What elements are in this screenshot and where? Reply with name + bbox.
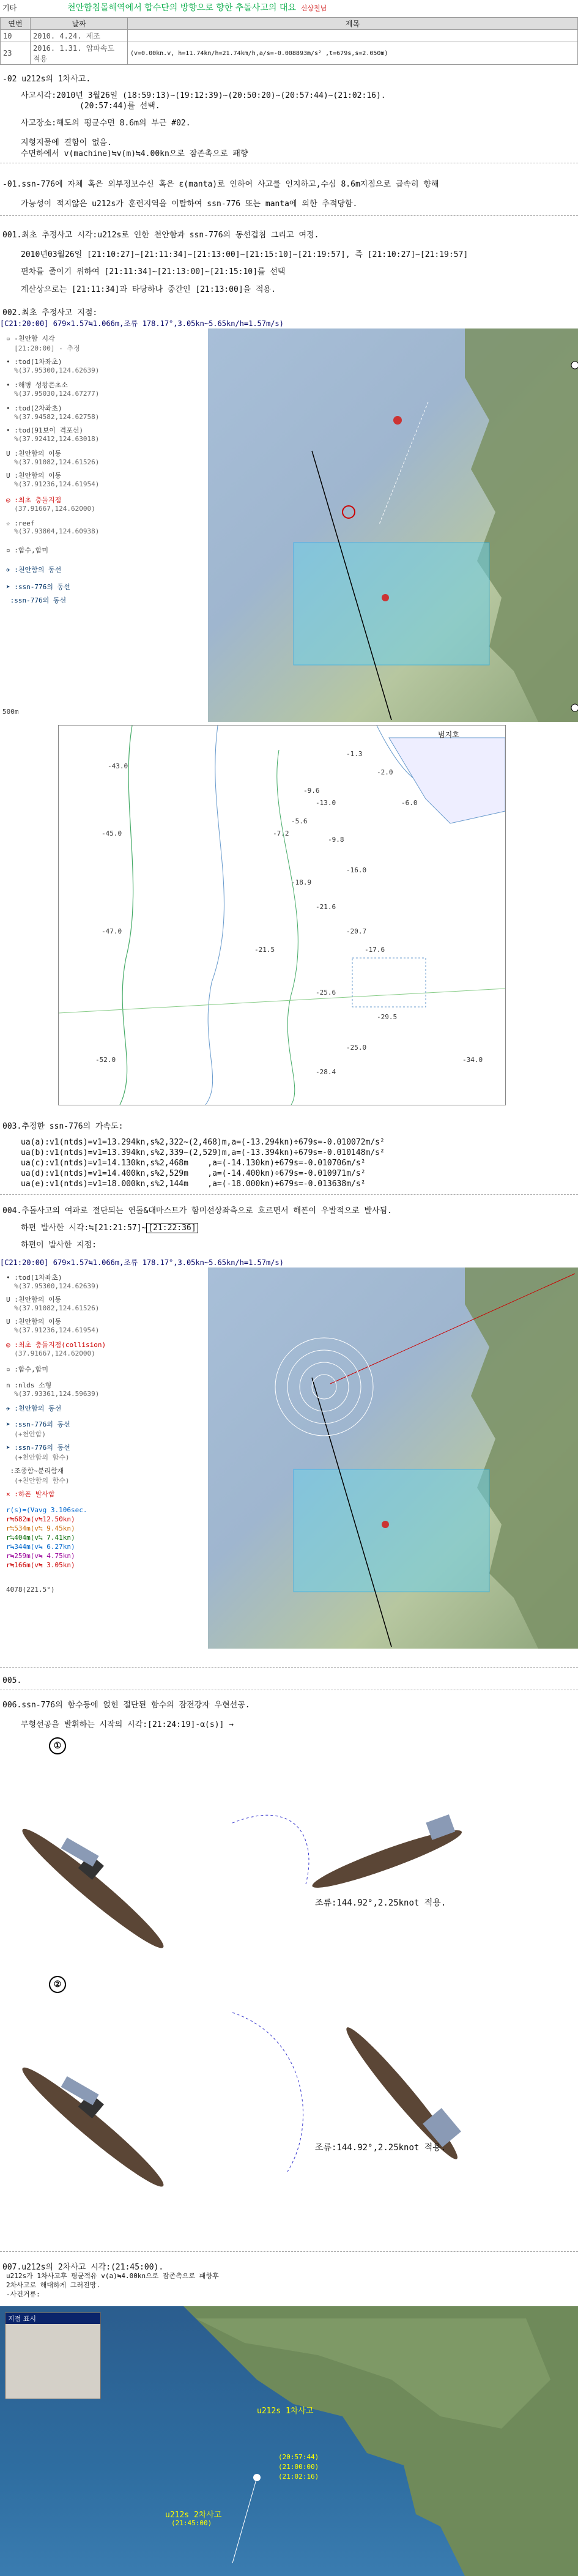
panel-title: 지점 표시 — [6, 2313, 100, 2324]
legend-item: :ssn-776의 동선 — [10, 596, 67, 604]
depth-sounding: -21.6 — [316, 903, 336, 911]
satellite-map — [208, 328, 578, 722]
legend-item: :조종함~분리함재 (+천안함의 함수) — [10, 1467, 70, 1485]
accel-row: ua(d):v1(ntds)=v1=14.400kn,s%2,529m ,a=(-14.400kn)÷679s=-0.010971m/s² — [21, 1169, 366, 1178]
scene-1-submarines — [0, 1750, 578, 2006]
s004-line: 하편 발사한 시각:≒[21:21:57]~ [21:22:36] — [21, 1221, 198, 1233]
map-label: u212s 1차사고 — [257, 2407, 314, 2416]
s001-heading: 001.최초 추정사고 시각:u212s로 인한 천안함과 ssn-776의 동선겹침 그리고 여정. — [2, 231, 319, 240]
s02-line: (20:57:44)를 선택. — [80, 102, 160, 111]
legend-item: ➤ :ssn-776의 동선 (+천안함의 함수) — [6, 1444, 70, 1461]
depth-sounding: -20.7 — [346, 927, 367, 935]
speed-item: r≒344m(v≒ 6.27kn) — [6, 1543, 75, 1551]
legend-item: × :하폰 발사함 — [6, 1490, 55, 1498]
s01-line: 가능성이 적지않은 u212s가 훈련지역을 이탈하여 ssn-776 또는 manta에 의한 추적당함. — [21, 199, 358, 209]
row-no: 23 — [1, 42, 31, 65]
depth-sounding: -9.6 — [303, 787, 320, 795]
accel-row: ua(e):v1(ntds)=v1=18.000kn,s%2,144m ,a=(-18.000kn)÷679s=-0.013638m/s² — [21, 1179, 366, 1189]
title-text: 천안함침몰해역에서 합수단의 방향으로 향한 추돌사고의 대요 — [67, 3, 296, 13]
legend-item: U :천안함의 이동 %(37.91236,124.61954) — [6, 472, 100, 488]
s02-heading: -02 u212s의 1차사고. — [2, 75, 91, 84]
accel-row: ua(c):v1(ntds)=v1=14.130kn,s%2,468m ,a=(-14.130kn)÷679s=-0.010706m/s² — [21, 1159, 366, 1168]
header-table — [0, 17, 578, 65]
speed-item: r≒534m(v≒ 9.45kn) — [6, 1524, 75, 1532]
s007-line: u212s가 1차사고후 평균적유 v(a)≒4.00kn으로 잠존촉으로 패향후 — [6, 2272, 219, 2280]
map-info-bar: [C21:20:00] 679×1.57≒1.066m,조류 178.17°,3.05kn~5.65kn/h=1.57m/s) — [0, 1257, 578, 1268]
map-section-2 — [0, 1257, 578, 1649]
s006-line: 무형선공을 발휘하는 시작의 시각:[21:24:19]-α(s)] → — [21, 1720, 234, 1729]
legend-item: ➤ :ssn-776의 동선 (+천안함) — [6, 1420, 70, 1438]
title-author: 신상철님 — [300, 4, 327, 12]
col-date: 날짜 — [31, 18, 128, 30]
map-legend — [0, 1268, 208, 1649]
depth-sounding: -13.0 — [316, 799, 336, 807]
depth-sounding: -25.6 — [316, 989, 336, 997]
legend-item: ✈ :천안함의 동선 — [6, 1405, 62, 1412]
time-highlight: [21:22:36] — [146, 1223, 198, 1233]
depth-sounding: -28.4 — [316, 1068, 336, 1076]
s003-heading: 003.추정한 ssn-776의 가속도: — [2, 1122, 124, 1131]
legend-item: n :nlds 소형 %(37.93361,124.59639) — [6, 1381, 100, 1398]
table-row — [1, 42, 578, 65]
time-label: (21:00:00) — [278, 2463, 319, 2471]
s02-line: 지형지물에 결함이 없음. — [21, 138, 113, 147]
depth-sounding: -9.8 — [328, 836, 344, 844]
scene-2-submarines — [0, 1988, 578, 2233]
s007-line: -사건거류: — [6, 2290, 40, 2298]
s001-line: 편차를 줄이기 위하여 [21:11:34]~[21:13:00]~[21:15:10]를 선택 — [21, 267, 286, 277]
s006-heading: 006.ssn-776의 함수등에 얹힌 절단된 함수의 잠전강자 우현선공. — [2, 1701, 250, 1710]
row-text: (v=0.00kn.v, h=11.74kn/h=21.74km/h,a/s=-0.008893m/s² ,t=679s,s=2.050m) — [128, 42, 578, 65]
chart-title: 범지호 — [438, 730, 459, 739]
s002-heading: 002.최초 추정사고 지점: — [2, 308, 98, 317]
legend-item: ◎ :최초 충돌지점(collision) (37.91667,124.62000) — [6, 1341, 106, 1357]
map-overlay — [208, 1268, 578, 1649]
legend-item: ▫ :함수,함미 — [6, 1365, 48, 1373]
s02-line: 사고시각:2010년 3월26일 (18:59:13)~(19:12:39)~(20:50:20)~(20:57:44)~(21:02:16). — [21, 91, 386, 100]
legend-item: U :천안함의 이동 %(37.91082,124.61526) — [6, 450, 100, 466]
s004-heading: 004.추돌사고의 여파로 절단되는 연돌&대마스트가 함미선상좌측으로 흐르면서 해폰이 우발적으로 발사됨. — [2, 1206, 393, 1216]
depth-sounding: -2.0 — [377, 768, 393, 776]
depth-sounding: -17.6 — [365, 946, 385, 954]
col-no: 연번 — [1, 18, 31, 30]
top-label: 기타 — [2, 4, 17, 12]
scene-number: ② — [49, 1976, 66, 1993]
depth-sounding: -34.0 — [462, 1056, 483, 1064]
divider — [0, 2251, 578, 2252]
map-legend — [0, 328, 208, 722]
depth-sounding: -16.0 — [346, 866, 367, 874]
speed-item: r≒259m(v≒ 4.75kn) — [6, 1552, 75, 1560]
depth-sounding: -1.3 — [346, 750, 363, 758]
divider — [0, 1667, 578, 1668]
s02-line: 사고장소:해도의 평균수면 8.6m의 부근 #02. — [21, 119, 191, 128]
legend-item: ◎ :최초 충돌지점 (37.91667,124.62000) — [6, 496, 95, 513]
control-panel — [5, 2312, 101, 2399]
divider — [0, 1194, 578, 1195]
legend-item: • :tod(91보이 격포선) %(37.92412,124.63018) — [6, 426, 100, 443]
legend-item: U :천안함의 이동 %(37.91236,124.61954) — [6, 1318, 100, 1334]
s01-line: -01.ssn-776에 자체 혹은 외부정보수신 혹은 ε(manta)로 인하여 사고를 인지하고,수심 8.6m지점으로 급속히 향해 — [2, 180, 439, 189]
legend-item: ✈ :천안함의 동선 — [6, 566, 62, 574]
map-section-1 — [0, 318, 578, 722]
accel-row: ua(b):v1(ntds)=v1=13.394kn,s%2,339~(2,529)m,a=(-13.394kn)÷679s=-0.010148m/s² — [21, 1148, 385, 1157]
depth-sounding: -25.0 — [346, 1044, 367, 1052]
legend-item: ☆ :reef %(37.93804,124.60938) — [6, 519, 100, 535]
time-label: (21:02:16) — [278, 2473, 319, 2481]
depth-sounding: -47.0 — [102, 927, 122, 935]
map-info-bar: [C21:20:00] 679×1.57≒1.066m,조류 178.17°,3.05kn~5.65kn/h=1.57m/s) — [0, 318, 578, 328]
col-title: 제목 — [128, 18, 578, 30]
map-label: u212s 2차사고 — [165, 2511, 222, 2520]
legend-item: • :tod(2차좌초) %(37.94582,124.62758) — [6, 404, 100, 421]
row-date: 2010. 4.24. 제조 — [31, 30, 128, 42]
speed-item: r≒682m(v≒12.50kn) — [6, 1515, 75, 1523]
legend-item: • :tod(1차좌초) %(37.95300,124.62639) — [6, 1274, 100, 1290]
legend-item: U :천안함의 이동 %(37.91082,124.61526) — [6, 1296, 100, 1312]
map-overlay — [208, 328, 578, 722]
depth-sounding: -7.2 — [273, 830, 289, 837]
depth-sounding: -21.5 — [254, 946, 275, 954]
s001-line: 2010년03월26일 [21:10:27]~[21:11:34]~[21:13:00]~[21:15:10]~[21:19:57], 즉 [21:10:27]~[21:19:57] — [21, 250, 469, 259]
time-label: (20:57:44) — [278, 2453, 319, 2461]
legend-item: • :tod(1차좌초) %(37.95300,124.62639) — [6, 358, 100, 374]
legend-item: • :해병 성왕쯘초소 %(37.95030,124.67277) — [6, 381, 100, 398]
s005-heading: 005. — [2, 1676, 22, 1685]
page-title — [67, 1, 327, 13]
speed-item: r≒166m(v≒ 3.05kn) — [6, 1561, 75, 1569]
depth-contours — [59, 726, 505, 1105]
row-no: 10 — [1, 30, 31, 42]
depth-sounding: -18.9 — [291, 878, 312, 886]
depth-sounding: -6.0 — [401, 799, 418, 807]
satellite-map-3 — [0, 2306, 578, 2576]
speed-item: r(s)=(Vavg 3.106sec. — [6, 1506, 87, 1514]
depth-sounding: -43.0 — [108, 762, 128, 770]
accel-row: ua(a):v1(ntds)=v1=13.294kn,s%2,322~(2,468)m,a=(-13.294kn)÷679s=-0.010072m/s² — [21, 1138, 385, 1147]
depth-sounding: -29.5 — [377, 1013, 398, 1021]
map-scale: 500m — [2, 708, 19, 716]
divider — [0, 215, 578, 216]
row-text — [128, 30, 578, 42]
s02-line: 수면하에서 v(machine)≒v(m)≒4.00kn으로 잠존촉으로 패향 — [21, 149, 248, 158]
speed-item: r≒404m(v≒ 7.41kn) — [6, 1534, 75, 1542]
scene-caption: 조류:144.92°,2.25knot 적용. — [315, 1898, 446, 1908]
legend-item: ➤ :ssn-776의 동선 — [6, 583, 70, 591]
satellite-map — [208, 1268, 578, 1649]
s007-heading: 007.u212s의 2차사고 시각:(21:45:00). — [2, 2263, 164, 2272]
s004-line: 하편이 발사한 지점: — [21, 1241, 97, 1250]
bearing-label: 4078(221.5°) — [6, 1586, 55, 1594]
legend-item: ▫ :함수,함미 — [6, 546, 48, 554]
legend-item: ▫ -천안함 시각 [21:20:00] - 추정 — [6, 335, 80, 352]
row-date: 2016. 1.31. 압파속도 적용 — [31, 42, 128, 65]
depth-sounding: -52.0 — [95, 1056, 116, 1064]
scene-number: ① — [49, 1737, 66, 1754]
s001-line: 계산상으로는 [21:11:34]과 타당하나 중간인 [21:13:00]을 적용. — [21, 285, 276, 294]
depth-chart — [58, 725, 506, 1105]
scene-caption: 조류:144.92°,2.25knot 적용. — [315, 2143, 446, 2153]
depth-sounding: -45.0 — [102, 830, 122, 837]
time-label: (21:45:00) — [171, 2519, 212, 2527]
depth-sounding: -5.6 — [291, 817, 308, 825]
table-row — [1, 30, 578, 42]
s007-line: 2차사고로 해대하게 그러전망. — [6, 2281, 101, 2289]
